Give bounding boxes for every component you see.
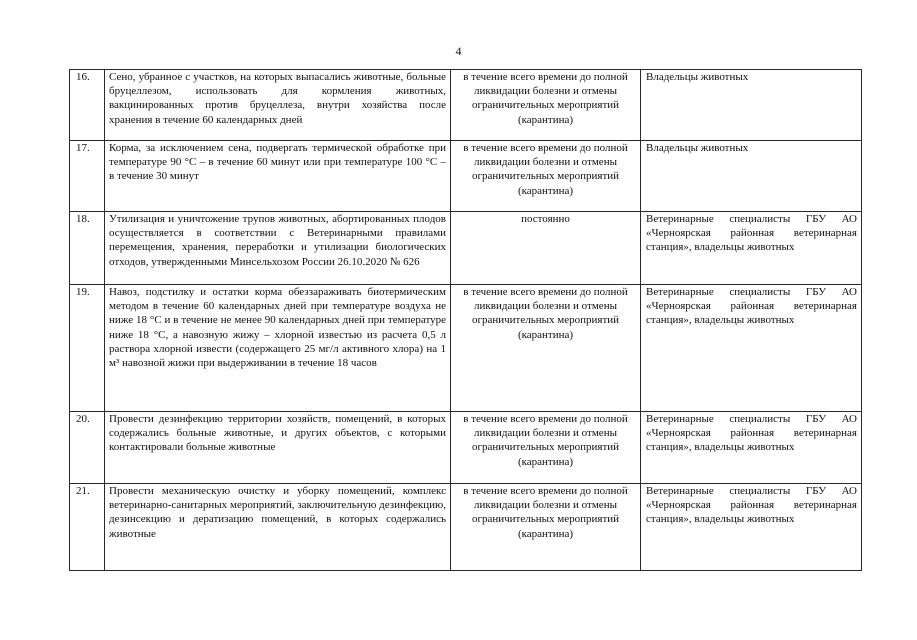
measure-text: Утилизация и уничтожение трупов животных, абортированных плодов осуществляется в соответствии с Ветеринарными правилами перемещения, хранения, переработки и утилизации биологических отходов, утвержденными Минсельхозом России 26.10.2020 № 626 (105, 212, 451, 285)
term-text: в течение всего времени до полной ликвидации болезни и отмены ограничительных мероприятий (карантина) (451, 141, 641, 212)
responsible-text: Ветеринарные специалисты ГБУ АО «Черноярская районная ветеринарная станция», владельцы животных (641, 285, 862, 412)
table-row (70, 212, 862, 285)
responsible-text: Ветеринарные специалисты ГБУ АО «Черноярская районная ветеринарная станция», владельцы животных (641, 484, 862, 571)
table-row (70, 141, 862, 212)
measure-text: Навоз, подстилку и остатки корма обеззараживать биотермическим методом в течение 60 календарных дней при температуре воздуха не ниже 18 °С и в течение не менее 90 календарных дней при температуре ниже 18 °С, а навозную жижу – хлорной известью из расчета 0,5 л раствора хлорной извести (содержащего 25 мг/л активного хлора) на 1 м³ навозной жижи при выдерживании в течение 18 часов (105, 285, 451, 412)
measure-text: Сено, убранное с участков, на которых выпасались животные, больные бруцеллезом, использовать для кормления животных, вакцинированных против бруцеллеза, внутри хозяйства после хранения в течение 60 календарных дней (105, 70, 451, 141)
responsible-text: Ветеринарные специалисты ГБУ АО «Черноярская районная ветеринарная станция», владельцы животных (641, 412, 862, 484)
term-text: в течение всего времени до полной ликвидации болезни и отмены ограничительных мероприятий (карантина) (451, 285, 641, 412)
responsible-text: Владельцы животных (641, 141, 862, 212)
measure-text: Провести механическую очистку и уборку помещений, комплекс ветеринарно-санитарных мероприятий, заключительную дезинфекцию, дезинсекцию и дератизацию помещений, в которых содержались животные (105, 484, 451, 571)
row-number: 18. (70, 212, 105, 285)
table-row (70, 70, 862, 141)
term-text: в течение всего времени до полной ликвидации болезни и отмены ограничительных мероприятий (карантина) (451, 412, 641, 484)
table-row (70, 412, 862, 484)
responsible-text: Ветеринарные специалисты ГБУ АО «Черноярская районная ветеринарная станция», владельцы животных (641, 212, 862, 285)
row-number: 16. (70, 70, 105, 141)
measure-text: Провести дезинфекцию территории хозяйств, помещений, в которых содержались больные животные, и других объектов, с которыми контактировали больные животные (105, 412, 451, 484)
page-number: 4 (455, 44, 462, 58)
measure-text: Корма, за исключением сена, подвергать термической обработке при температуре 90 °С – в течение 60 минут или при температуре 100 °С – в течение 30 минут (105, 141, 451, 212)
row-number: 19. (70, 285, 105, 412)
term-text: постоянно (451, 212, 641, 285)
table-row (70, 285, 862, 412)
term-text: в течение всего времени до полной ликвидации болезни и отмены ограничительных мероприятий (карантина) (451, 70, 641, 141)
term-text: в течение всего времени до полной ликвидации болезни и отмены ограничительных мероприятий (карантина) (451, 484, 641, 571)
table-row (70, 484, 862, 571)
measures-table (69, 69, 862, 571)
responsible-text: Владельцы животных (641, 70, 862, 141)
row-number: 21. (70, 484, 105, 571)
row-number: 17. (70, 141, 105, 212)
row-number: 20. (70, 412, 105, 484)
